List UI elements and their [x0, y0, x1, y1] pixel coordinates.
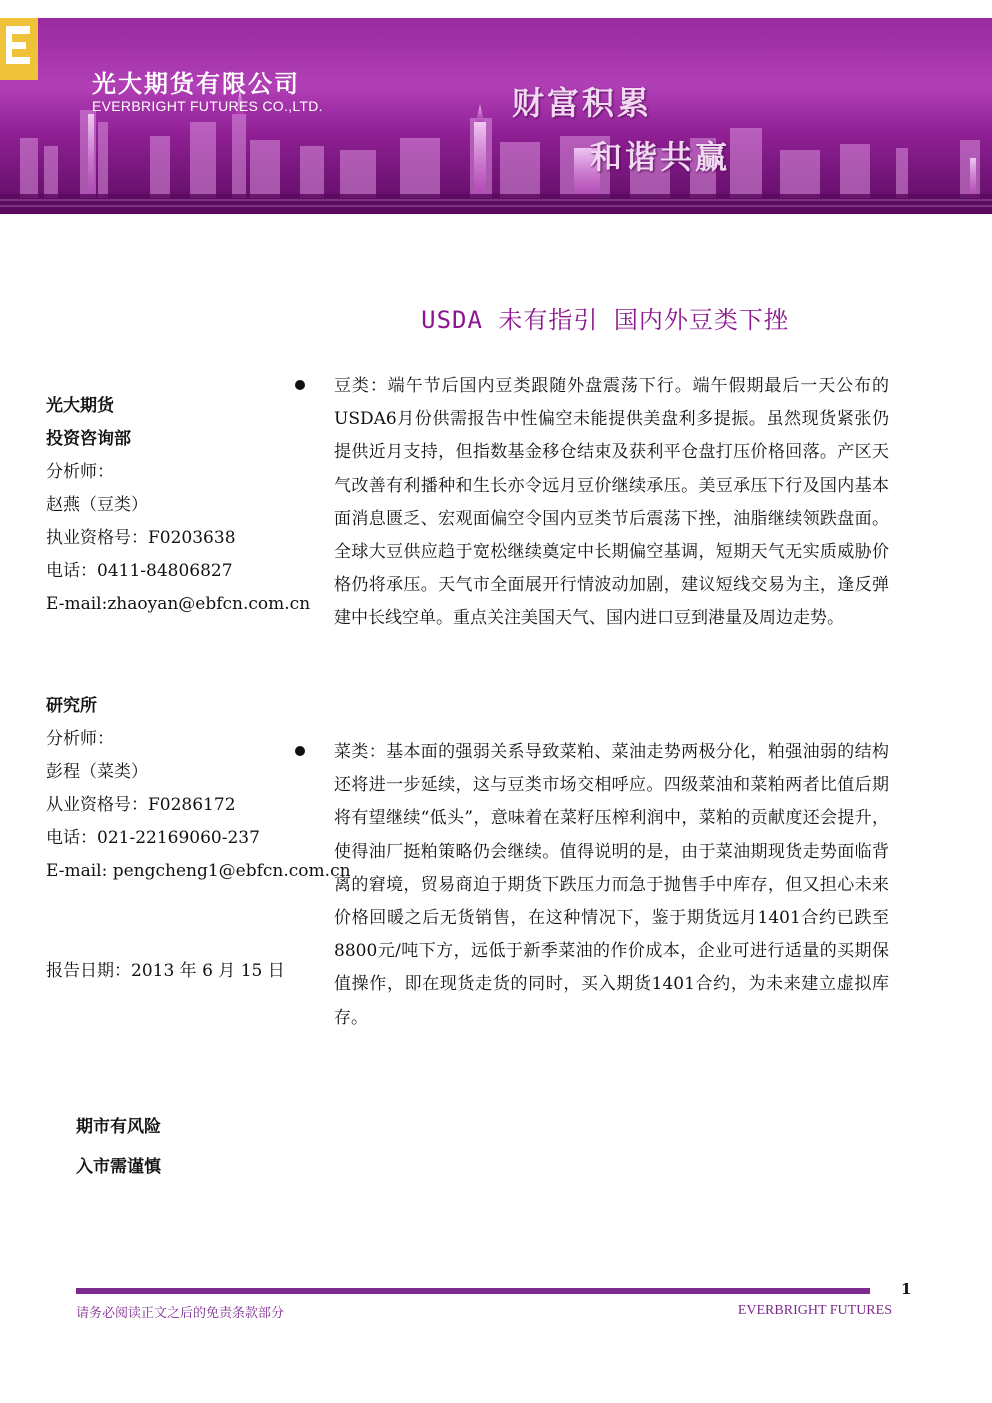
phone: 电话：0411-84806827 [46, 561, 233, 581]
slogan-line-2: 和谐共赢 [590, 138, 731, 176]
dept-name: 光大期货 [46, 396, 114, 416]
report-date-block [46, 955, 285, 988]
dept-name: 研究所 [46, 696, 97, 716]
footer-disclaimer: 请务必阅读正文之后的免责条款部分 [76, 1306, 285, 1321]
license-number: 执业资格号：F0203638 [46, 528, 236, 548]
footer-divider [76, 1288, 870, 1294]
company-logo-icon [0, 18, 38, 80]
analyst-label: 分析师： [46, 729, 114, 749]
risk-line-1: 期市有风险 [76, 1117, 161, 1137]
analyst-name: 彭程（菜类） [46, 762, 148, 782]
company-name-cn: 光大期货有限公司 [92, 70, 300, 98]
paragraph-rapeseed: 菜类：基本面的强弱关系导致菜粕、菜油走势两极分化，粕强油弱的结构还将进一步延续，这与豆类市场交相呼应。四级菜油和菜粕两者比值后期将有望继续“低头”，意味着在菜籽压榨利润中，菜粕的贡献度还会提升，使得油厂挺粕策略仍会继续。值得说明的是，由于菜油期现货走势面临背离的窘境，贸易商迫于期货下跌压力而急于抛售手中库存，但又担心未来价格回暖之后无货销售，在这种情况下，鉴于期货远月1401合约已跌至8800元/吨下方，远低于新季菜油的作价成本，企业可进行适量的买期保值操作，即在现货走货的同时，买入期货1401合约，为未来建立虚拟库存。 [334, 742, 889, 1028]
phone: 电话：021-22169060-237 [46, 828, 260, 848]
footer-brand: EVERBRIGHT FUTURES [737, 1303, 892, 1318]
report-date: 报告日期：2013 年 6 月 15 日 [46, 961, 285, 981]
license-number: 从业资格号：F0286172 [46, 795, 236, 815]
email: E-mail: pengcheng1@ebfcn.com.cn [46, 861, 351, 881]
slogan-line-1: 财富积累 [512, 84, 653, 122]
risk-line-2: 入市需谨慎 [76, 1157, 161, 1177]
paragraph-soy: 豆类：端午节后国内豆类跟随外盘震荡下行。端午假期最后一天公布的USDA6月份供需报告中性偏空未能提供美盘利多提振。虽然现货紧张仍提供近月支持，但指数基金移仓结束及获利平仓盘打压价格回落。产区天气改善有利播种和生长亦令远月豆价继续承压。美豆承压下行及国内基本面消息匮乏、宏观面偏空令国内豆类节后震荡下挫，油脂继续领跌盘面。全球大豆供应趋于宽松继续奠定中长期偏空基调，短期天气无实质威胁价格仍将承压。天气市全面展开行情波动加剧，建议短线交易为主，逢反弹建中长线空单。重点关注美国天气、国内进口豆到港量及周边走势。 [334, 376, 889, 629]
page-number: 1 [901, 1280, 912, 1298]
bullet-dot-icon [295, 380, 305, 390]
analyst-block-soy [46, 390, 310, 621]
company-name-en: EVERBRIGHT FUTURES CO.,LTD. [92, 98, 323, 114]
bullet-dot-icon [295, 746, 305, 756]
analyst-block-rapeseed [46, 690, 351, 888]
report-title: USDA 未有指引 国内外豆类下挫 [421, 306, 789, 334]
email: E-mail:zhaoyan@ebfcn.com.cn [46, 594, 311, 614]
analyst-name: 赵燕（豆类） [46, 495, 148, 515]
city-skyline-image [0, 18, 992, 214]
header-banner [0, 18, 992, 214]
dept-sub: 投资咨询部 [46, 429, 131, 449]
analyst-label: 分析师： [46, 462, 114, 482]
